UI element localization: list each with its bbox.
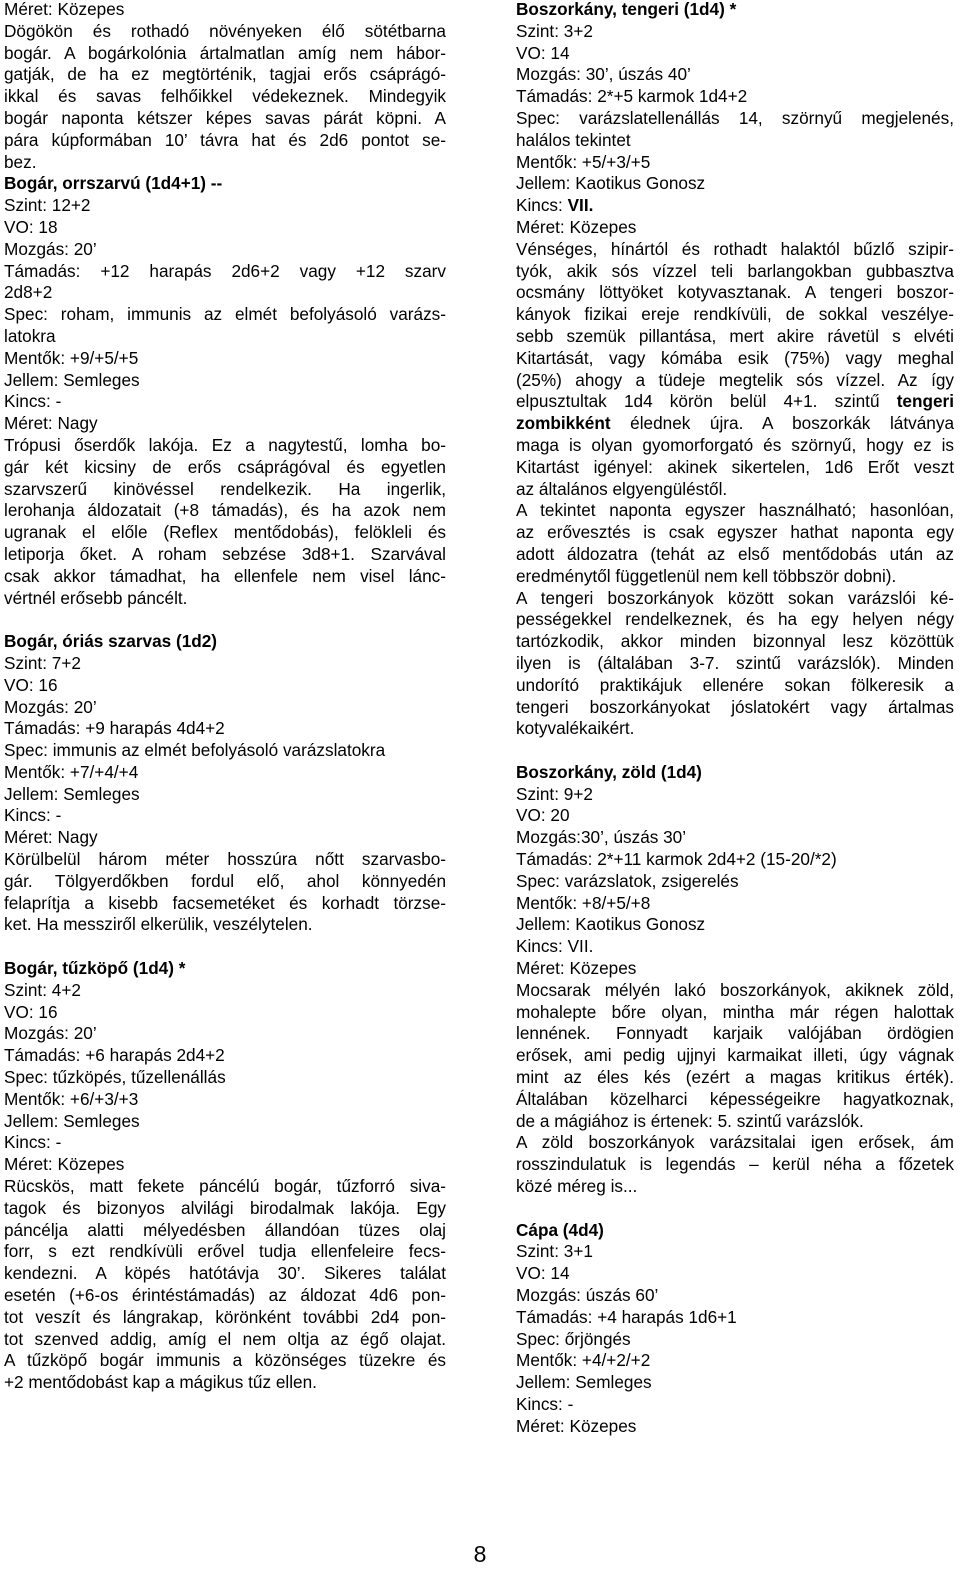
- stat-line: Jellem: Semleges: [4, 369, 140, 390]
- stat-line: Méret: Közepes: [516, 958, 637, 979]
- stat-line: Szint: 4+2: [4, 979, 81, 1000]
- description-line: adott áldozatra (tehát az első mentődobás után az: [516, 543, 954, 564]
- monster-entry-tuzkopo: [4, 958, 446, 1394]
- description-line: tot szenved addig, amíg el nem oltja az égő olajat.: [4, 1328, 446, 1349]
- description-line: gatják, de ha ez megtörténik, tagjai erős csáprágó-: [4, 64, 446, 85]
- intro-entry: [4, 0, 446, 173]
- stat-line: Mentők: +8/+5/+8: [516, 892, 651, 913]
- description-line: lerohanja áldozatait (+8 támadás), és ha azok nem: [4, 500, 446, 521]
- entry-title: Bogár, tűzköpő (1d4) *: [4, 958, 186, 979]
- description-line: Rücskös, matt fekete páncélú bogár, tűzforró siva-: [4, 1176, 446, 1197]
- treasure-label: Kincs:: [516, 195, 568, 216]
- stat-line: Támadás: 2*+5 karmok 1d4+2: [516, 86, 748, 107]
- spacer: [516, 1198, 954, 1220]
- size-line: Méret: Közepes: [4, 0, 125, 19]
- description-line: forr, s ezt rendkívüli erővel tudja ellenfeleire fecs-: [4, 1241, 446, 1262]
- description-line: (25%) ahogy a tüdeje megtelik sós vízzel. Az így: [516, 369, 954, 390]
- bold-term: zombikként: [516, 413, 611, 434]
- entry-title: Bogár, óriás szarvas (1d2): [4, 631, 218, 652]
- stat-line: Támadás: +9 harapás 4d4+2: [4, 718, 225, 739]
- stat-line: Spec: őrjöngés: [516, 1328, 631, 1349]
- description-line: erősek, ami pedig ujjnyi karmaikat illeti, úgy vágnak: [516, 1045, 954, 1066]
- description-line: Dögökön és rothadó növényeken élő sötétbarna: [4, 20, 446, 41]
- stat-line: Kincs: -: [4, 1132, 62, 1153]
- description-line: ocsmány löttyöket kotyvasztanak. A tengeri boszor-: [516, 282, 954, 303]
- stat-line: Támadás: +4 harapás 1d6+1: [516, 1306, 737, 1327]
- description-line: vértnél erősebb páncélt.: [4, 587, 188, 608]
- description-line: bogár. A bogárkolónia ártalmatlan amíg nem hábor-: [4, 42, 446, 63]
- description-line: tagok és bizonyos alvilági birodalmak lakója. Egy: [4, 1197, 446, 1218]
- description-line: gár két kicsiny de erős csáprágóval és egyetlen: [4, 456, 446, 477]
- description-line: A tűzköpő bogár immunis a közönséges tüzekre és: [4, 1350, 446, 1371]
- entry-title: Boszorkány, tengeri (1d4) *: [516, 0, 737, 19]
- description-line: ilyen is (általában 3-7. szintű varázslók). Minden: [516, 652, 954, 673]
- entry-title: Bogár, orrszarvú (1d4+1) --: [4, 173, 223, 194]
- description-line: +2 mentődobást kap a mágikus tűz ellen.: [4, 1372, 317, 1393]
- description-line: felaprítja a kisebb facsemetéket és korhadt törzse-: [4, 892, 446, 913]
- stat-line: Méret: Nagy: [4, 827, 98, 848]
- stat-line: Jellem: Semleges: [4, 783, 140, 804]
- description-line: Kitartást igényel: akinek sikertelen, 1d6 Erőt veszt: [516, 456, 954, 477]
- spacer: [4, 609, 446, 631]
- description-line: tot veszít és lángrakap, körönként további 2d4 pon-: [4, 1306, 446, 1327]
- stat-line: Mentők: +6/+3/+3: [4, 1088, 139, 1109]
- stat-line: Mozgás: 20’: [4, 696, 97, 717]
- description-line: eredménytől függetlenül nem kell többször dobni).: [516, 565, 897, 586]
- description-line: Általában közelharci képességeikre hagyatkoznak,: [516, 1088, 954, 1109]
- stat-line: latokra: [4, 325, 56, 346]
- stat-line: Támadás: +12 harapás 2d6+2 vagy +12 szarv: [4, 260, 446, 281]
- stat-line: VO: 20: [516, 805, 570, 826]
- stat-line: Mozgás:30’, úszás 30’: [516, 827, 687, 848]
- description-line: esetén (+6-os érintéstámadás) az áldozat 4d6 pon-: [4, 1285, 446, 1306]
- stat-line: Méret: Közepes: [516, 1415, 637, 1436]
- stat-line: Méret: Közepes: [4, 1154, 125, 1175]
- stat-line: Spec: tűzköpés, tűzellenállás: [4, 1067, 226, 1088]
- description-line: Trópusi őserdők lakója. Ez a nagytestű, lomha bo-: [4, 434, 446, 455]
- description-line: kendezni. A köpés hatótávja 30’. Sikeres találat: [4, 1263, 446, 1284]
- stat-line: Kincs: -: [516, 1394, 574, 1414]
- description-line: undorító praktikájuk ellenére sokan fölkeresik a: [516, 674, 954, 695]
- description-line: Körülbelül három méter hosszúra nőtt szarvasbo-: [4, 849, 446, 870]
- stat-line: Mentők: +9/+5/+5: [4, 347, 139, 368]
- stat-line: 2d8+2: [4, 282, 53, 303]
- stat-line: Mentők: +4/+2/+2: [516, 1350, 651, 1371]
- description-line: Kitartását, vagy kómába esik (75%) vagy meghal: [516, 347, 954, 368]
- description-line: bogár naponta kétszer képes savas párát köpni. A: [4, 107, 446, 128]
- description-line: gár. Tölgyerdőkben fordul elő, ahol könnyedén: [4, 870, 446, 891]
- description-line: páncélja alatti mélyedésben állandóan tüzes olaj: [4, 1219, 446, 1240]
- description-line: A tengeri boszorkányok között sokan varázslói ké-: [516, 587, 954, 608]
- stat-line: Kincs: VII.: [516, 936, 594, 957]
- description-line: pességekkel rendelkeznek, és ha egy helyen négy: [516, 609, 954, 630]
- stat-line: VO: 16: [4, 1001, 58, 1022]
- stat-line: Mozgás: úszás 60’: [516, 1285, 659, 1306]
- monster-entry-capa: [516, 1220, 954, 1438]
- description-line: maga is olyan gyomorforgató és szörnyű, hogy ez is: [516, 434, 954, 455]
- description-line: tengeri boszorkányokat jóslatokért vagy ártalmas: [516, 696, 954, 717]
- stat-line: Mentők: +5/+3/+5: [516, 151, 651, 172]
- stat-line: VO: 14: [516, 42, 570, 63]
- description-line: [516, 391, 954, 413]
- entry-title: Boszorkány, zöld (1d4): [516, 761, 702, 782]
- description-line: Mocsarak mélyén lakó boszorkányok, akiknek zöld,: [516, 979, 954, 1000]
- stat-line: VO: 14: [516, 1263, 570, 1284]
- description-line: letiporja őket. A roham sebzése 3d8+1. Szarvával: [4, 543, 446, 564]
- stat-line: Jellem: Semleges: [516, 1372, 652, 1393]
- stat-line: Kincs: -: [4, 391, 62, 412]
- stat-line: halálos tekintet: [516, 129, 631, 150]
- stat-line: Spec: varázslatok, zsigerelés: [516, 870, 739, 891]
- bold-term: tengeri: [896, 391, 954, 412]
- description-line: mohalepte bőre olyan, mintha már régen halottak: [516, 1001, 954, 1022]
- description-line: kotyvalékaikért.: [516, 718, 635, 739]
- monster-entry-oriasszarvas: [4, 631, 446, 936]
- description-line: ugranak el előle (Reflex mentődobás), felökleli és: [4, 522, 446, 543]
- text-span: elpusztultak 1d4 körön belül 4+1. szintű: [516, 391, 897, 412]
- description: [4, 21, 446, 174]
- stat-line: Szint: 7+2: [4, 652, 81, 673]
- spacer: [4, 936, 446, 958]
- description-line: A zöld boszorkányok varázsitalai igen erősek, ám: [516, 1132, 954, 1153]
- right-column: [516, 0, 954, 1438]
- stat-line: Spec: varázslatellenállás 14, szörnyű megjelenés,: [516, 107, 954, 128]
- stat-line: VO: 18: [4, 216, 58, 237]
- description-line: az erővesztés is csak egyszer hathat naponta egy: [516, 522, 954, 543]
- stat-line: VO: 16: [4, 674, 58, 695]
- description-line: sebb szemük pillantása, mert akire rávetül s elvéti: [516, 325, 954, 346]
- description-line: pára kúpformában 10’ távra hat és 2d6 pontot se-: [4, 129, 446, 150]
- description-line: közé méreg is...: [516, 1176, 638, 1197]
- description-line: ket. Ha messziről elkerülik, veszélytelen.: [4, 914, 313, 935]
- stat-line: Szint: 3+1: [516, 1241, 593, 1262]
- description-line: az általános elgyengüléstől.: [516, 478, 728, 499]
- description-line: de a mágiához is értenek: 5. szintű varázslók.: [516, 1110, 864, 1131]
- stat-line: Mozgás: 30’, úszás 40’: [516, 64, 691, 85]
- stat-line: Szint: 3+2: [516, 20, 593, 41]
- stat-line: Szint: 9+2: [516, 783, 593, 804]
- description-line: rosszindulatuk is legendás – kerül néha a főzetek: [516, 1154, 954, 1175]
- description-line: A tekintet naponta egyszer használható; hasonlóan,: [516, 500, 954, 521]
- stat-line: Mentők: +7/+4/+4: [4, 761, 139, 782]
- description-line: kányok fizikai ereje rendkívüli, de sokkal veszélye-: [516, 304, 954, 325]
- size-line: Méret: Közepes: [516, 216, 637, 237]
- treasure-line: [516, 195, 954, 217]
- description-line: ikkal és savas felhőikkel védekeznek. Mindegyik: [4, 86, 446, 107]
- treasure-value: VII.: [567, 195, 594, 216]
- stat-line: Mozgás: 20’: [4, 238, 97, 259]
- description-line: Vénséges, hínártól és rothadt halaktól bűzlő szipir-: [516, 238, 954, 259]
- stat-line: Kincs: -: [4, 805, 62, 826]
- spacer: [516, 740, 954, 762]
- page-number: 8: [473, 1541, 487, 1567]
- description-line: csak akkor támadhat, ha ellenfele nem visel lánc-: [4, 565, 446, 586]
- stat-line: Szint: 12+2: [4, 195, 91, 216]
- monster-entry-zold-boszorkany: [516, 762, 954, 1198]
- description-line: lennének. Fonnyadt karjaik valójában ördögien: [516, 1023, 954, 1044]
- stat-line: Spec: roham, immunis az elmét befolyásoló varázs-: [4, 304, 446, 325]
- description-line: tartózkodik, akkor minden bizonnyal lesz közöttük: [516, 631, 954, 652]
- stat-line: Jellem: Kaotikus Gonosz: [516, 914, 706, 935]
- stat-line: Támadás: +6 harapás 2d4+2: [4, 1045, 225, 1066]
- stat-line: Mozgás: 20’: [4, 1023, 97, 1044]
- stat-line: Jellem: Kaotikus Gonosz: [516, 173, 706, 194]
- stat-line: Méret: Nagy: [4, 413, 98, 434]
- monster-entry-tengeri-boszorkany: [516, 0, 954, 740]
- description-line: [516, 413, 954, 435]
- text-span: élednek újra. A boszorkák látványa: [610, 413, 954, 434]
- left-column: [4, 0, 446, 1394]
- description-line: bez.: [4, 151, 37, 172]
- description-line: mint az éles kés (ezért a magas kritikus érték).: [516, 1067, 954, 1088]
- monster-entry-orrszarvu: [4, 173, 446, 609]
- description-line: tyók, akik sós vízzel teli barlangokban gubbasztva: [516, 260, 954, 281]
- stat-line: Támadás: 2*+11 karmok 2d4+2 (15-20/*2): [516, 849, 837, 870]
- stat-line: Jellem: Semleges: [4, 1110, 140, 1131]
- stat-line: Spec: immunis az elmét befolyásoló varázslatokra: [4, 740, 386, 761]
- description-line: szarvszerű kinövéssel rendelkezik. Ha ingerlik,: [4, 478, 446, 499]
- entry-title: Cápa (4d4): [516, 1219, 604, 1240]
